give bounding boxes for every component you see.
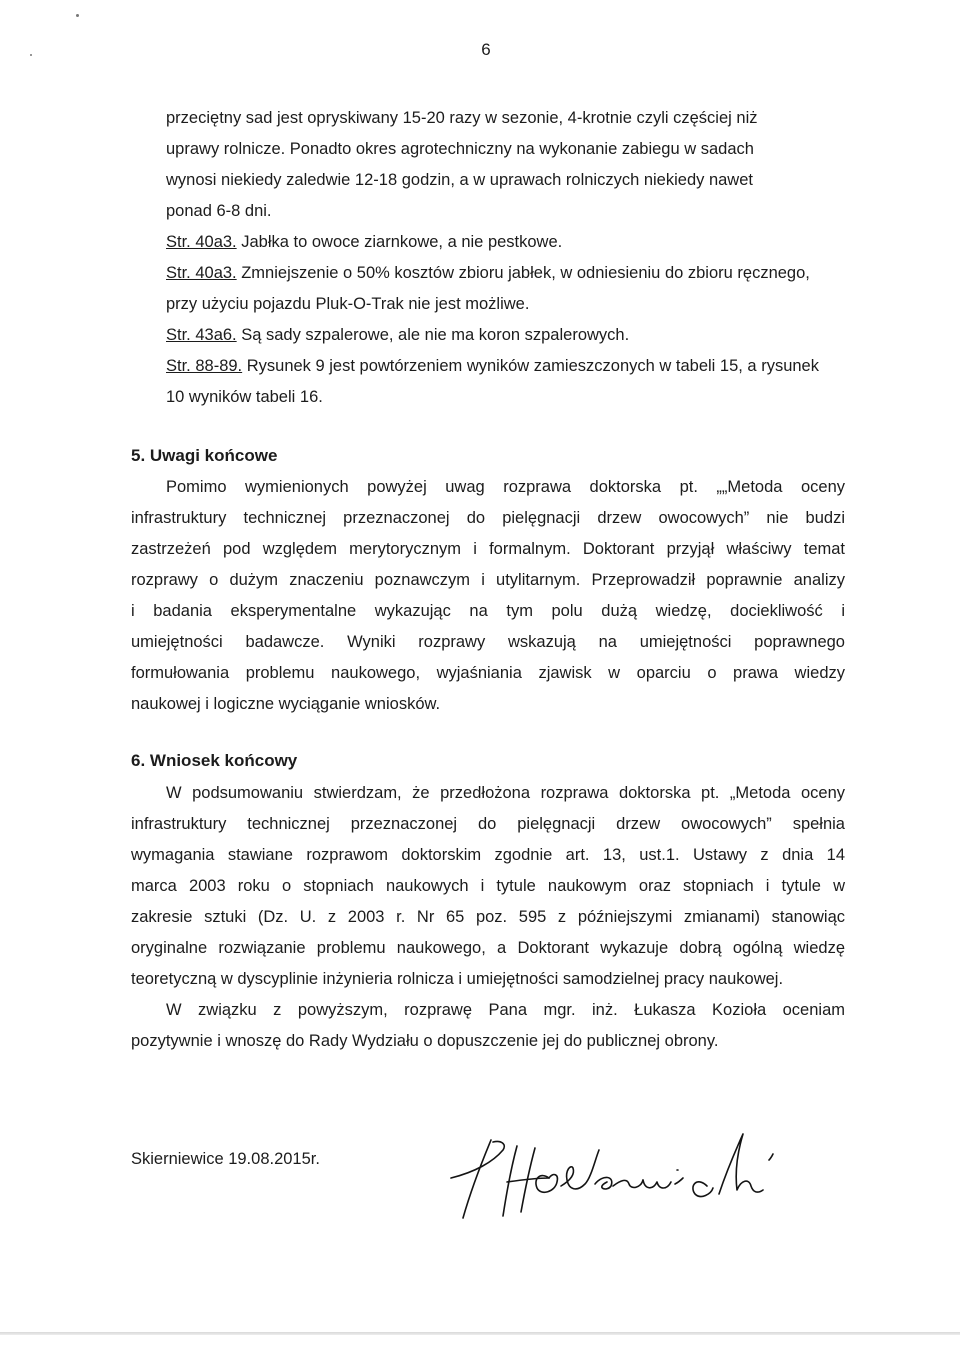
review-line: przeciętny sad jest opryskiwany 15-20 razy w sezonie, 4-krotnie czyli częściej niż [166, 109, 758, 127]
scan-speck [30, 54, 32, 56]
body-line: formułowania problemu naukowego, wyjaśniania zjawisk w oparciu o prawa wiedzy [131, 664, 845, 682]
body-line: infrastruktury technicznej przeznaczonej do pielęgnacji drzew owocowych” spełnia [131, 815, 845, 833]
page-reference: Str. 88-89. [166, 357, 243, 375]
review-line: wynosi niekiedy zaledwie 12-18 godzin, a w uprawach rolniczych niekiedy nawet [166, 171, 753, 189]
body-line: zastrzeżeń pod względem merytorycznym i formalnym. Doktorant przyjął właściwy temat [131, 540, 845, 558]
body-line: zakresie sztuki (Dz. U. z 2003 r. Nr 65 poz. 595 z późniejszymi zmianami) stanowiąc [131, 908, 845, 926]
body-line: rozprawy o dużym znaczeniu poznawczym i utylitarnym. Przeprowadził poprawnie analizy [131, 571, 845, 589]
scan-speck [76, 14, 79, 17]
section-5-body [131, 472, 845, 720]
place-and-date: Skierniewice 19.08.2015r. [131, 1150, 320, 1168]
body-line: W związku z powyższym, rozprawę Pana mgr. inż. Łukasza Kozioła oceniam [166, 1001, 845, 1019]
review-line-page-ref: Str. 88-89. Rysunek 9 jest powtórzeniem wyników zamieszczonych w tabeli 15, a rysunek [166, 357, 819, 375]
body-line: naukowej i logiczne wyciąganie wniosków. [131, 695, 441, 713]
body-line: pozytywnie i wnoszę do Rady Wydziału o dopuszczenie jej do publicznej obrony. [131, 1032, 719, 1050]
body-line: teoretyczną w dyscyplinie inżynieria rolnicza i umiejętności samodzielnej pracy naukowej. [131, 970, 784, 988]
section-6-body [131, 778, 845, 1057]
page-reference: Str. 43a6. [166, 326, 237, 344]
section-5-heading: 5. Uwagi końcowe [131, 446, 278, 465]
review-line-page-ref: Str. 43a6. Są sady szpalerowe, ale nie ma koron szpalerowych. [166, 326, 630, 344]
page-reference: Str. 40a3. [166, 264, 237, 282]
review-comments [166, 103, 846, 413]
handwritten-signature [445, 1120, 805, 1230]
body-line: i badania eksperymentalne wykazując na tym polu dużą wiedzę, dociekliwość i [131, 602, 845, 620]
section-6-heading: 6. Wniosek końcowy [131, 751, 298, 770]
review-line: uprawy rolnicze. Ponadto okres agrotechniczny na wykonanie zabiegu w sadach [166, 140, 754, 158]
review-line-page-ref: Str. 40a3. Zmniejszenie o 50% kosztów zbioru jabłek, w odniesieniu do zbioru ręcznego, [166, 264, 810, 282]
page-number: 6 [481, 40, 491, 59]
body-line: marca 2003 roku o stopniach naukowych i tytule naukowym oraz stopniach i tytule w [131, 877, 845, 895]
body-line: Pomimo wymienionych powyżej uwag rozprawa doktorska pt. „„Metoda oceny [166, 478, 845, 496]
body-line: infrastruktury technicznej przeznaczonej do pielęgnacji drzew owocowych” nie budzi [131, 509, 845, 527]
body-line: wymagania stawiane rozprawom doktorskim zgodnie art. 13, ust.1. Ustawy z dnia 14 [131, 846, 845, 864]
page-reference: Str. 40a3. [166, 233, 237, 251]
review-line: ponad 6-8 dni. [166, 202, 272, 220]
body-line: umiejętności badawcze. Wyniki rozprawy wskazują na umiejętności poprawnego [131, 633, 845, 651]
review-line: 10 wyników tabeli 16. [166, 388, 323, 406]
scan-edge-line [0, 1332, 960, 1335]
body-line: W podsumowaniu stwierdzam, że przedłożona rozprawa doktorska pt. „Metoda oceny [166, 784, 845, 802]
review-line-page-ref: Str. 40a3. Jabłka to owoce ziarnkowe, a nie pestkowe. [166, 233, 563, 251]
review-line: przy użyciu pojazdu Pluk-O-Trak nie jest możliwe. [166, 295, 530, 313]
body-line: oryginalne rozwiązanie problemu naukowego, a Doktorant wykazuje dobrą ogólną wiedzę [131, 939, 845, 957]
